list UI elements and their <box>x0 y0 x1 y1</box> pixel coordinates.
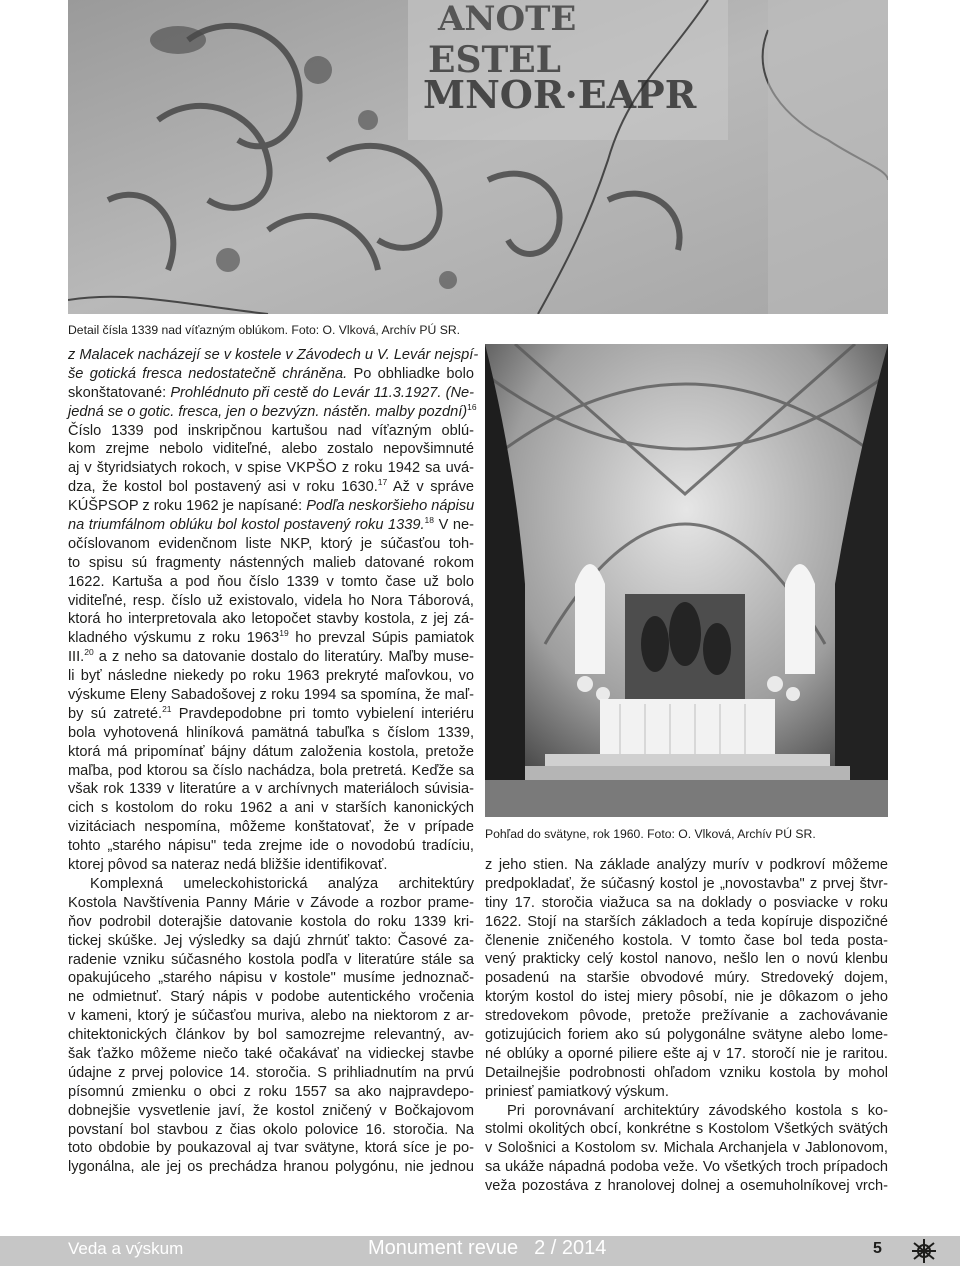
page-number: 5 <box>873 1240 882 1257</box>
footer-section-label: Veda a výskum <box>68 1239 184 1258</box>
footer-magazine-title <box>368 1237 606 1260</box>
text-line: lygonálna, ale jej os prechádza hranou polygónu, nie jednou <box>68 1159 474 1176</box>
magazine-name: Monument revue <box>368 1237 519 1259</box>
vault-image <box>485 344 888 817</box>
issue-number: 2 / 2014 <box>534 1237 607 1259</box>
text-line: Číslo 1339 pod inskripčnou kartušou nad víťazným oblú- <box>68 422 474 439</box>
text-line: maľba, pod ktorou sa číslo nachádza, bola pretretá. Keďže sa <box>68 762 474 779</box>
text-line: by sú zatreté.$^{21}$ Pravdepodobne pri tomto vybielení interiéru <box>68 703 475 722</box>
text-line: to spisu sú fragmenty nástenných malieb datované rokom <box>68 554 474 571</box>
text-line: ňov podrobil doterajšie datovanie kostola do roku 1339 kri- <box>68 913 474 930</box>
text-line: radenie vzniku súčasného kostola podľa v literatúre stále sa <box>68 951 474 968</box>
text-line: tohto „starého nápisu" teda zrejme ide o novodobú tradíciu, <box>68 838 474 855</box>
svg-text:ANOTE: ANOTE <box>438 0 577 39</box>
church-vault-interior-photo <box>485 344 888 817</box>
text-line: III.$^{20}$ a z neho sa datovanie dostalo do literatúry. Maľby muse- <box>68 647 474 666</box>
text-line: 1622. Stojí na starších základoch a teda kopíruje dispozičné <box>485 913 888 930</box>
text-line: jedná se o gotic. fresca, jen o bezvýzn. nástěn. malby pozdní)$^{16}$ <box>68 401 477 420</box>
monument-logo-icon <box>910 1237 938 1265</box>
text-line: né oblúky a oporné piliere ešte aj v 17. storočí nie je raritou. <box>485 1045 888 1062</box>
text-line: očíslovanom evidenčnom liste NKP, ktorý je súčasťou toh- <box>68 535 474 552</box>
text-line: šak ťažko môžeme niečo také očakávať na vidieckej stavbe <box>68 1045 474 1062</box>
svg-text:ESTEL: ESTEL <box>428 39 561 81</box>
text-line: bola vyhotovená hliníková pamätná tabuľka s číslom 1339, <box>68 724 474 741</box>
text-line: z Malacek nacházejí se v kostele v Závodech u V. Levár nejspí- <box>68 347 479 363</box>
right-text-column <box>485 856 888 1196</box>
text-line: písomnú zmienku o obci z roku 1557 sa ako najpravdepo- <box>68 1083 474 1100</box>
fresco-image <box>68 0 888 314</box>
text-line: aj v štyridsiatych rokoch, v spise VKPŠO z roku 1942 sa uvá- <box>68 460 474 477</box>
text-line: povstaní bol stavbou z čias okolo polovice 16. storočia. Na <box>68 1121 474 1138</box>
svg-text:MNOR·EAPR: MNOR·EAPR <box>423 72 697 117</box>
text-line: kom zrejme nebolo viditeľné, alebo zostalo nepovšimnuté <box>68 441 474 458</box>
text-line: li byť následne niekedy po roku 1963 prekryté maľovkou, vo <box>68 668 474 685</box>
text-line: členenie zničeného kostola. V tomto čase bol teda posta- <box>485 932 888 949</box>
text-line: gotizujúcich foriem ako sú polygonálne svätyne alebo lome- <box>485 1027 888 1044</box>
text-line: v Sološnici a Kostolom sv. Michala Archanjela v Jablonovom, <box>485 1140 888 1157</box>
text-line: Kostola Navštívenia Panny Márie v Závode a rozbor prame- <box>68 894 474 911</box>
text-line: predpokladať, že súčasný kostol je „novostavba" z prvej štvr- <box>485 875 888 892</box>
text-line: ktorá ho interpretovala ako letopočet stavby kostola, z jej zá- <box>68 611 474 628</box>
text-line: ktorým kostol do istej miery pôsobí, nie je dôkazom o jeho <box>485 989 888 1006</box>
text-line: stredovekom pôvode, pretože prežívanie a zachovávanie <box>485 1008 888 1025</box>
text-line: v kameni, ktorý je súčasťou muriva, alebo na niektorom z ar- <box>68 1008 474 1025</box>
text-line: veža pozostáva z hranolovej dolnej a osemuholníkovej vrch- <box>485 1178 888 1195</box>
text-line: tickej skúške. Jej výsledky sa dajú zhrnúť takto: Časové za- <box>68 932 474 949</box>
text-line: však rok 1339 v literatúre a v archívnych materiáloch súvisia- <box>68 781 474 798</box>
text-line: tiny 17. storočia viažuca sa na doklady o posviacke v roku <box>485 894 888 911</box>
left-text-column <box>68 346 479 1177</box>
fresco-caption: Detail čísla 1339 nad víťazným oblúkom. Foto: O. Vlková, Archív PÚ SR. <box>68 323 461 337</box>
text-line: toto obdobie by poukazoval aj tvar svätyne, ktorá síce je po- <box>68 1140 474 1157</box>
text-line: sa ukáže nápadná podoba veže. Vo všetkých troch prípadoch <box>485 1159 888 1176</box>
text-line: opakujúceho „starého nápisu v kostole" musíme jednoznač- <box>68 970 474 987</box>
text-line: Detailnejšie podrobnosti ohľadom vzniku kostola by mohol <box>485 1064 888 1081</box>
logo-icon <box>910 1237 938 1265</box>
text-line: skonštatované: Prohlédnuto při cestě do Levár 11.3.1927. (Ne- <box>68 384 474 401</box>
text-line: ktorej pôvod sa nateraz nedá bližšie identifikovať. <box>68 857 388 874</box>
text-line: dobnejšie vysvetlenie javí, že kostol zničený v Bočkajovom <box>68 1102 474 1119</box>
text-line: priniesť pamiatkový výskum. <box>485 1083 669 1100</box>
vault-caption: Pohľad do svätyne, rok 1960. Foto: O. Vlková, Archív PÚ SR. <box>485 827 816 841</box>
text-line: posadenú na staršie obvodové múry. Stredoveký dojem, <box>485 970 888 987</box>
text-line: stolmi okolitých obcí, konkrétne s Kostolom Všetkých svätých <box>485 1121 888 1138</box>
text-line: údajne z prvej polovice 14. storočia. S prihliadnutím na prvú <box>68 1064 474 1081</box>
text-line: na triumfálnom oblúku bol kostol postavený roku 1339.18 V ne- <box>68 515 474 534</box>
text-line: vizitáciach nespomína, môžeme konštatovať, že v prípade <box>68 819 474 836</box>
text-line: KÚŠPSOP z roku 1962 je napísané: Podľa neskoršieho nápisu <box>68 498 475 515</box>
fresco-inscription-photo <box>68 0 888 314</box>
text-line: z jeho stien. Na základe analýzy murív v podkroví môžeme <box>485 857 888 873</box>
text-line: 1622. Kartuša a pod ňou číslo 1339 v tomto čase už bolo <box>68 573 474 590</box>
text-line: dza, že kostol bol postavený asi v roku 1630.17 Až v správe <box>68 477 474 496</box>
text-line: še gotická fresca nedostatečně chráněna. Po obhliadke bolo <box>68 365 474 382</box>
text-line: viditeľné, resp. číslo už existovalo, videla ho Nora Táborová, <box>68 592 474 609</box>
text-line: cich s kostolom do roku 1962 a ani v starších kanonických <box>68 800 474 817</box>
text-line: výskume Eleny Sabadošovej z roku 1994 sa spomína, že maľ- <box>68 687 474 704</box>
text-line: Komplexná umeleckohistorická analýza architektúry <box>90 875 474 892</box>
text-line: chitektonických článkov by bol samozrejme relevantný, av- <box>68 1027 474 1044</box>
text-line: vený prakticky celý kostol nanovo, nešlo len o novú klenbu <box>485 951 888 968</box>
text-line: kladného výskumu z roku 1963$^{19}$ ho prevzal Súpis pamiatok <box>68 628 474 647</box>
text-line: ne odmietnuť. Starý nápis v podobe autentického vročenia <box>68 989 474 1006</box>
text-line: ktorá má pripomínať bájny dátum založenia kostola, pretože <box>68 743 474 760</box>
text-line: Pri porovnávaní architektúry závodského kostola s ko- <box>507 1102 888 1119</box>
